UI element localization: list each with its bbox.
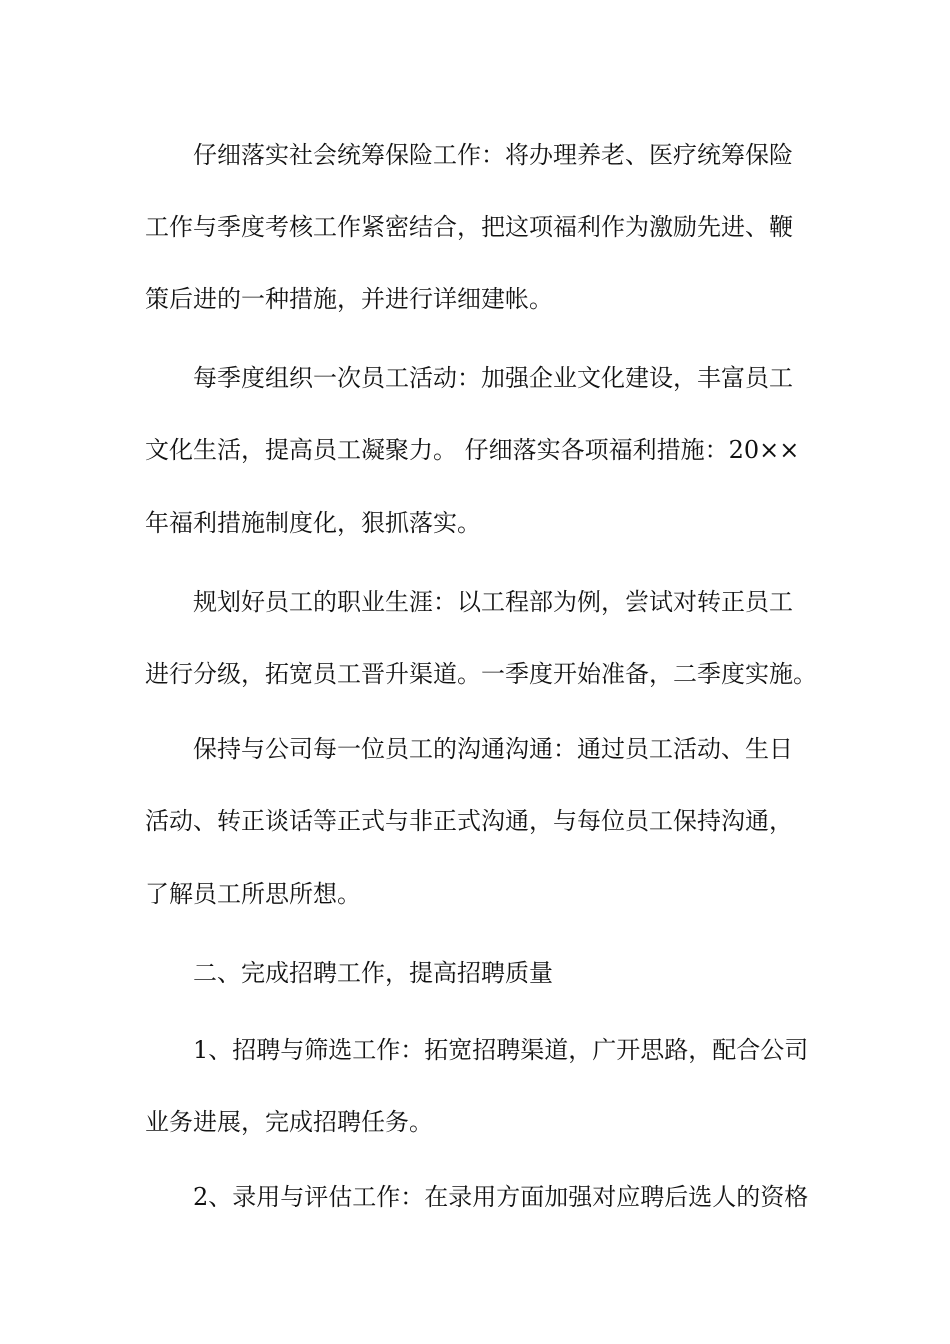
paragraph-line: 规划好员工的职业生涯：以工程部为例，尝试对转正员工 — [193, 588, 793, 616]
paragraph-line: 每季度组织一次员工活动：加强企业文化建设，丰富员工 — [193, 364, 793, 392]
paragraph-line: 了解员工所思所想。 — [145, 880, 361, 908]
paragraph-line: 工作与季度考核工作紧密结合，把这项福利作为激励先进、鞭 — [145, 213, 793, 241]
paragraph-line: 仔细落实社会统筹保险工作：将办理养老、医疗统筹保险 — [193, 141, 793, 169]
paragraph-line: 活动、转正谈话等正式与非正式沟通，与每位员工保持沟通， — [145, 807, 793, 835]
paragraph-line: 保持与公司每一位员工的沟通沟通：通过员工活动、生日 — [193, 735, 793, 763]
paragraph-line: 年福利措施制度化，狠抓落实。 — [145, 509, 481, 537]
paragraph-line: 进行分级，拓宽员工晋升渠道。一季度开始准备，二季度实施。 — [145, 660, 817, 688]
paragraph-line: 业务进展，完成招聘任务。 — [145, 1108, 433, 1136]
section-heading: 二、完成招聘工作，提高招聘质量 — [193, 959, 553, 987]
paragraph-line: 2、录用与评估工作：在录用方面加强对应聘后选人的资格 — [193, 1183, 809, 1211]
paragraph-line: 1、招聘与筛选工作：拓宽招聘渠道，广开思路，配合公司 — [193, 1036, 809, 1064]
paragraph-line: 策后进的一种措施，并进行详细建帐。 — [145, 285, 553, 313]
paragraph-line: 文化生活，提高员工凝聚力。 仔细落实各项福利措施：20×× — [145, 436, 800, 464]
